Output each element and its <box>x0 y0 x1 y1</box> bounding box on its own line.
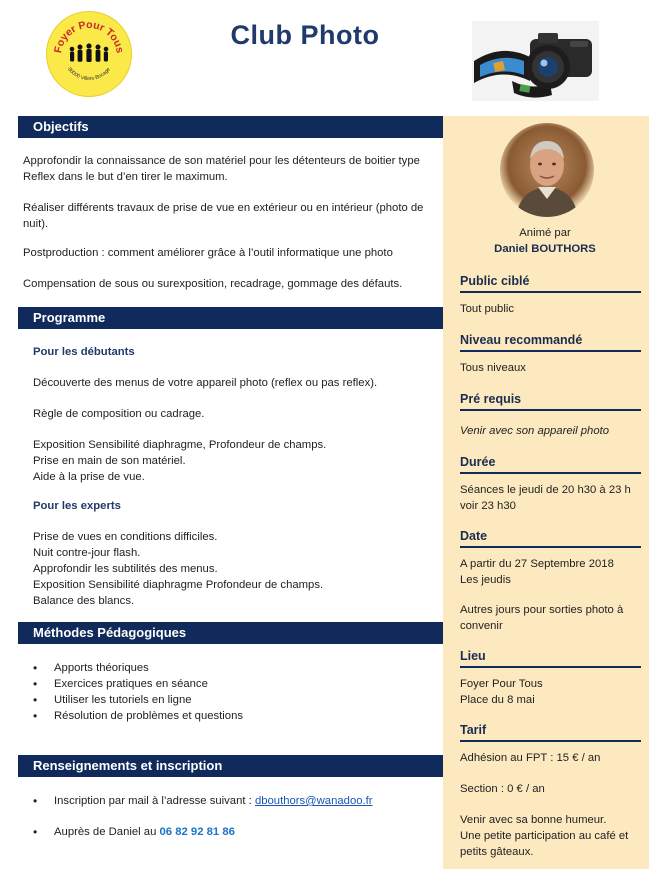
objectifs-text-4: Compensation de sous ou surexposition, recadrage, gommage des défauts. <box>23 278 403 290</box>
tarif-heading: Tarif <box>460 723 641 742</box>
methodes-header: Méthodes Pédagogiques <box>18 622 443 644</box>
objectifs-text-3: Postproduction : comment améliorer grâce à l’outil informatique une photo <box>23 247 393 259</box>
prerequis-value: Venir avec son appareil photo <box>460 425 610 437</box>
anime-par-label: Animé par <box>519 227 571 239</box>
tarif-section: Section : 0 € / an <box>460 783 545 795</box>
foyer-pour-tous-logo <box>46 11 132 97</box>
duree-value: Séances le jeudi de 20 h30 à 23 h voir 23 h30 <box>460 484 631 512</box>
list-item: • Résolution de problèmes et questions <box>33 708 433 724</box>
programme-debutants-3: Exposition Sensibilité diaphragme, Profondeur de champs. Prise en main de son matériel. Aide à la prise de vue. <box>33 439 327 483</box>
camera-film-image <box>472 21 599 101</box>
inscription-mail-item: • Inscription par mail à l’adresse suivant : dbouthors@wanadoo.fr <box>33 793 433 809</box>
objectifs-text-2: Réaliser différents travaux de prise de vue en extérieur ou en intérieur (photo de nuit). <box>23 202 424 230</box>
page-title: Club Photo <box>230 20 380 50</box>
inscription-phone-item: • Auprès de Daniel au 06 82 92 81 86 <box>33 824 433 840</box>
lieu-value: Foyer Pour Tous Place du 8 mai <box>460 678 543 706</box>
list-item: • Exercices pratiques en séance <box>33 676 433 692</box>
date-value: A partir du 27 Septembre 2018 Les jeudis <box>460 558 614 586</box>
phone-number[interactable]: 06 82 92 81 86 <box>159 826 235 838</box>
debutants-subtitle: Pour les débutants <box>33 346 135 358</box>
programme-debutants-2: Règle de composition ou cadrage. <box>33 408 205 420</box>
objectifs-text-1: Approfondir la connaissance de son matériel pour les détenteurs de boitier type Reflex dans le but d’en tirer le maximum. <box>23 155 420 183</box>
objectifs-header: Objectifs <box>18 116 443 138</box>
email-link[interactable]: dbouthors@wanadoo.fr <box>254 795 373 807</box>
svg-text:80000 Villers-Bocage: 80000 Villers-Bocage <box>66 66 112 83</box>
experts-subtitle: Pour les experts <box>33 500 121 512</box>
tarif-adhesion: Adhésion au FPT : 15 € / an <box>460 752 601 764</box>
list-item: • Apports théoriques <box>33 660 433 676</box>
niveau-heading: Niveau recommandé <box>460 333 641 352</box>
methodes-list <box>33 660 433 724</box>
date-note: Autres jours pour sorties photo à convenir <box>460 604 624 632</box>
tarif-note: Venir avec sa bonne humeur. Une petite participation au café et petits gâteaux. <box>460 814 629 858</box>
animator-name: Daniel BOUTHORS <box>494 243 596 255</box>
niveau-value: Tous niveaux <box>460 362 526 374</box>
programme-header: Programme <box>18 307 443 329</box>
animator-photo <box>500 123 594 217</box>
prerequis-heading: Pré requis <box>460 392 641 411</box>
programme-debutants-1: Découverte des menus de votre appareil photo (reflex ou pas reflex). <box>33 377 378 389</box>
renseignements-header: Renseignements et inscription <box>18 755 443 777</box>
list-item: • Utiliser les tutoriels en ligne <box>33 692 433 708</box>
lieu-heading: Lieu <box>460 649 641 668</box>
date-heading: Date <box>460 529 641 548</box>
programme-experts-list: Prise de vues en conditions difficiles. Nuit contre-jour flash. Approfondir les subtilités des menus. Exposition Sensibilité diaphragme Profondeur de champs. Balance des blancs. <box>33 531 324 607</box>
public-heading: Public ciblé <box>460 274 641 293</box>
duree-heading: Durée <box>460 455 641 474</box>
public-value: Tout public <box>460 303 515 315</box>
svg-text:Foyer Pour Tous: Foyer Pour Tous <box>52 18 126 55</box>
